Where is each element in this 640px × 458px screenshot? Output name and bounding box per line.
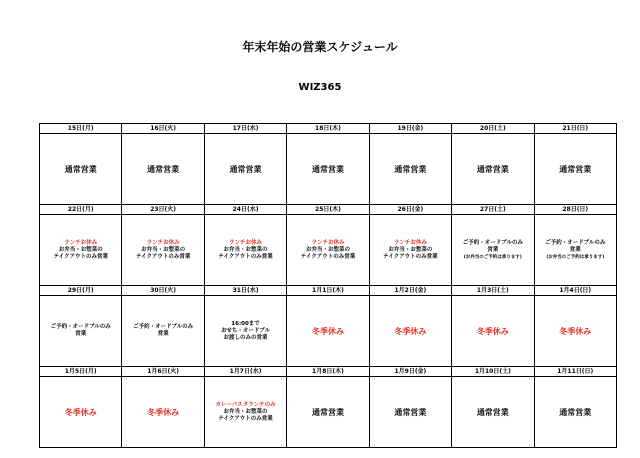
date-header: 22日(月): [40, 205, 122, 215]
schedule-cell: [287, 134, 369, 205]
schedule-text: 冬季休み: [64, 407, 97, 417]
schedule-text: ご予約・オードブルのみ: [133, 324, 194, 330]
schedule-text: 通常営業: [476, 164, 509, 174]
schedule-text: テイクアウトのみ営業: [135, 253, 191, 260]
schedule-text: テイクアウトのみ営業: [218, 415, 273, 422]
schedule-cell: [369, 215, 451, 286]
page-title: 年末年始の営業スケジュール: [242, 40, 398, 54]
schedule-text: 通常営業: [147, 164, 180, 174]
schedule-cell: [40, 215, 122, 286]
date-header: 26日(金): [369, 205, 451, 215]
schedule-text: お弁当・お惣菜の: [388, 246, 433, 253]
schedule-text: 16:00まで: [231, 320, 260, 327]
schedule-cell: [122, 134, 204, 205]
schedule-cell: [534, 134, 616, 205]
date-header: 1月6日(火): [122, 367, 204, 377]
schedule-cell: [452, 215, 534, 286]
schedule-text: お弁当・お惣菜の: [223, 246, 268, 253]
schedule-text: 通常営業: [559, 164, 592, 174]
schedule-row: [40, 134, 617, 205]
date-header: 24日(水): [204, 205, 286, 215]
schedule-text: 冬季休み: [476, 326, 509, 336]
date-header: 28日(日): [534, 205, 616, 215]
store-name: WIZ365: [298, 82, 342, 93]
schedule-cell: [204, 134, 286, 205]
schedule-text: ランチお休み: [393, 239, 427, 246]
schedule-text: 通常営業: [229, 164, 262, 174]
date-header: 1月8日(木): [287, 367, 369, 377]
schedule-text: お弁当・お惣菜の: [223, 408, 268, 415]
schedule-cell: [40, 134, 122, 205]
schedule-text: ご予約・オードブルのみ: [545, 239, 606, 246]
schedule-cell: [287, 377, 369, 448]
schedule-text: お弁当・お惣菜の: [58, 246, 103, 253]
schedule-text: お渡しのみの営業: [223, 334, 268, 341]
schedule-row: [40, 377, 617, 448]
schedule-text: 冬季休み: [311, 326, 344, 336]
date-header: 30日(火): [122, 286, 204, 296]
schedule-text: テイクアウトのみ営業: [218, 253, 273, 260]
schedule-text: 営業: [569, 246, 581, 253]
date-header: 1月7日(水): [204, 367, 286, 377]
date-header: 23日(火): [122, 205, 204, 215]
schedule-cell: [534, 296, 616, 367]
date-header: 31日(水): [204, 286, 286, 296]
schedule-cell: [452, 134, 534, 205]
schedule-cell: [204, 377, 286, 448]
schedule-cell: [40, 296, 122, 367]
date-header: 25日(木): [287, 205, 369, 215]
date-header: 17日(水): [204, 124, 286, 134]
date-header: 1月3日(土): [452, 286, 534, 296]
schedule-text: お弁当・お惣菜の: [305, 246, 350, 253]
schedule-text: 通常営業: [394, 164, 427, 174]
date-header-row: [40, 367, 617, 377]
date-header-row: [40, 286, 617, 296]
schedule-cell: [369, 134, 451, 205]
schedule-calendar: [39, 123, 617, 448]
schedule-text: テイクアウトのみ営業: [300, 253, 356, 260]
schedule-text: (お弁当のご予約は承ります): [463, 254, 522, 260]
date-header: 18日(木): [287, 124, 369, 134]
schedule-cell: [534, 215, 616, 286]
schedule-text: ランチお休み: [64, 239, 98, 246]
schedule-cell: [534, 377, 616, 448]
date-header: 20日(土): [452, 124, 534, 134]
date-header: 27日(土): [452, 205, 534, 215]
schedule-text: 営業: [157, 331, 169, 337]
date-header: 1月5日(月): [40, 367, 122, 377]
schedule-cell: [369, 296, 451, 367]
date-header: 21日(日): [534, 124, 616, 134]
schedule-text: 通常営業: [476, 407, 509, 417]
schedule-cell: [287, 296, 369, 367]
schedule-text: 通常営業: [311, 164, 344, 174]
schedule-text: 営業: [487, 246, 499, 253]
schedule-text: 通常営業: [394, 407, 427, 417]
schedule-text: (お弁当のご予約は承ります): [546, 254, 605, 260]
date-header: 29日(月): [40, 286, 122, 296]
schedule-text: 冬季休み: [559, 326, 592, 336]
date-header: 1月1日(木): [287, 286, 369, 296]
schedule-row: [40, 296, 617, 367]
date-header: 1月9日(金): [369, 367, 451, 377]
date-header: 1月4日(日): [534, 286, 616, 296]
schedule-text: テイクアウトのみ営業: [383, 253, 438, 260]
schedule-cell: [369, 377, 451, 448]
schedule-cell: [287, 215, 369, 286]
schedule-cell: [122, 215, 204, 286]
schedule-text: 営業: [75, 331, 87, 337]
date-header-row: [40, 124, 617, 134]
schedule-cell: [122, 377, 204, 448]
schedule-text: カレーパスタランチのみ: [215, 401, 276, 408]
schedule-row: [40, 215, 617, 286]
schedule-cell: [204, 215, 286, 286]
schedule-cell: [204, 296, 286, 367]
date-header: 16日(火): [122, 124, 204, 134]
schedule-text: テイクアウトのみ営業: [53, 253, 108, 260]
schedule-text: ランチお休み: [146, 239, 180, 246]
schedule-text: 冬季休み: [394, 326, 427, 336]
schedule-text: 冬季休み: [147, 407, 180, 417]
date-header: 19日(金): [369, 124, 451, 134]
schedule-text: 通常営業: [64, 164, 97, 174]
date-header: 1月11日(日): [534, 367, 616, 377]
date-header: 1月2日(金): [369, 286, 451, 296]
schedule-text: おせち・オードブル: [221, 327, 271, 334]
date-header: 15日(月): [40, 124, 122, 134]
schedule-cell: [40, 377, 122, 448]
schedule-text: お弁当・お惣菜の: [141, 246, 186, 253]
date-header-row: [40, 205, 617, 215]
schedule-text: ご予約・オードブルのみ: [50, 324, 111, 330]
schedule-text: 通常営業: [311, 407, 344, 417]
schedule-text: 通常営業: [559, 407, 592, 417]
schedule-cell: [452, 296, 534, 367]
schedule-text: ランチお休み: [229, 239, 263, 246]
schedule-cell: [122, 296, 204, 367]
schedule-text: ご予約・オードブルのみ: [462, 239, 523, 246]
schedule-cell: [452, 377, 534, 448]
schedule-text: ランチお休み: [311, 239, 345, 246]
date-header: 1月10日(土): [452, 367, 534, 377]
